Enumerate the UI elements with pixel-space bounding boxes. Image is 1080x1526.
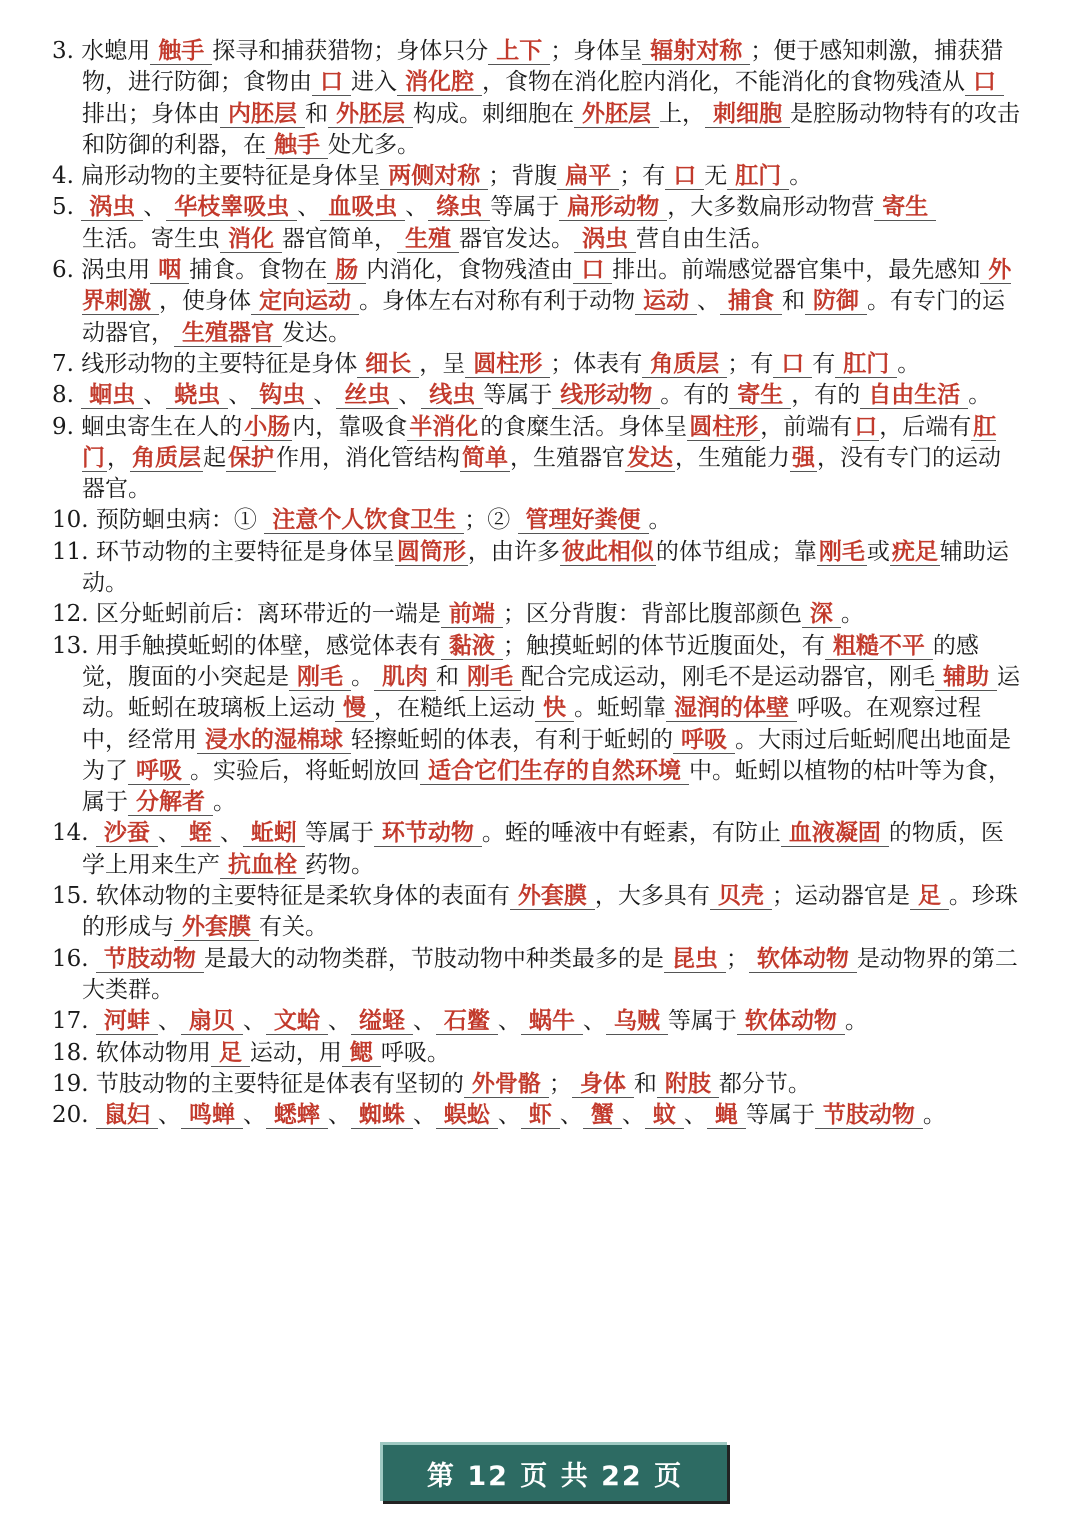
answer-fill: 辐射对称 (642, 38, 750, 65)
question-text: 是最大的动物类群，节肢动物中种类最多的是 (203, 945, 664, 972)
answer-fill: 肛门 (82, 413, 997, 471)
question-text: ， (107, 444, 130, 471)
answer-fill: 线虫 (421, 382, 483, 409)
answer-fill: 外界刺激 (82, 257, 1012, 315)
question-text: 12. 区分蚯蚓前后：离环带近的一端是 (52, 601, 441, 628)
question-text: 有关。 (259, 914, 328, 941)
answer-fill: 节肢动物 (96, 946, 204, 973)
answer-fill: 刚毛 (459, 664, 521, 691)
page-indicator-label: 第 12 页 共 22 页 (426, 1460, 684, 1492)
answer-fill: 扁形动物 (559, 194, 667, 221)
answer-fill: 口 (665, 163, 704, 190)
question-text: 都分节。 (718, 1070, 811, 1097)
question-text: 、 (157, 1008, 181, 1035)
answer-fill: 粗糙不平 (825, 633, 933, 660)
answer-fill: 软体动物 (737, 1008, 845, 1035)
question-text: ； (548, 1070, 572, 1097)
question-item (52, 412, 1020, 506)
question-item (52, 944, 1020, 1007)
question-text: ，由许多 (467, 538, 560, 565)
question-text: 等属于 (483, 382, 553, 409)
answer-fill: 钩虫 (251, 382, 313, 409)
answer-fill: 缢蛏 (351, 1008, 413, 1035)
answer-fill: 触手 (150, 38, 212, 65)
question-text: 发达。 (282, 319, 351, 346)
answer-fill: 触手 (266, 132, 328, 159)
question-text: 排出。前端感觉器官集中，最先感知 (612, 257, 981, 284)
answer-fill: 刚毛 (289, 664, 351, 691)
question-text: 、 (242, 1102, 266, 1129)
question-text: 3. 水螅用 (52, 38, 151, 64)
answer-fill: 内胚层 (220, 101, 305, 128)
question-text: ；区分背腹：背部比腹部颜色 (502, 601, 802, 628)
question-text: 、 (405, 194, 429, 221)
question-text: 16. (52, 945, 96, 972)
question-text: 等属于 (490, 194, 560, 221)
answer-fill: 蝇 (707, 1102, 746, 1129)
question-text: 。身体左右对称有利于动物 (359, 288, 635, 315)
answer-fill: 深 (802, 601, 841, 628)
answer-fill: 乌贼 (606, 1008, 668, 1035)
answer-fill: 足 (910, 883, 949, 910)
question-text: 、 (157, 820, 181, 847)
answer-fill: 咽 (150, 257, 189, 284)
question-text: 等属于 (745, 1102, 815, 1129)
question-text: 构成。刺细胞在 (413, 100, 574, 127)
answer-fill: 口 (573, 257, 612, 284)
answer-fill: 外胚层 (328, 101, 413, 128)
answer-fill: 石鳖 (436, 1008, 498, 1035)
question-text: 和 (305, 100, 328, 127)
question-text: 、 (497, 1008, 521, 1035)
question-text: 和 (782, 288, 805, 315)
answer-fill: 贝壳 (710, 883, 772, 910)
question-text: ；有 (727, 350, 774, 377)
question-text: ，后端有 (879, 413, 972, 440)
answer-fill: 湿润的体壁 (666, 695, 797, 722)
question-item (52, 881, 1020, 944)
question-text: 、 (228, 382, 252, 409)
question-text: 起 (203, 444, 226, 471)
question-text: 有 (812, 350, 836, 377)
question-text: 处尤多。 (328, 131, 420, 158)
answer-fill: 注意个人饮食卫生 (264, 507, 464, 534)
question-text: 。 (840, 601, 864, 628)
question-text: 配合完成运动，刚毛不是运动器官，刚毛 (521, 663, 935, 690)
answer-fill: 寄生 (729, 382, 791, 409)
worksheet-body (52, 36, 1020, 1131)
answer-fill: 扁平 (557, 163, 619, 190)
question-text: 、 (559, 1102, 583, 1129)
answer-fill: 绦虫 (428, 194, 490, 221)
question-text: 辅助运动。 (82, 538, 1009, 597)
question-text: 。 (922, 1102, 946, 1129)
question-item (52, 818, 1020, 881)
question-text: 器官发达。 (459, 225, 574, 252)
question-text: ；触摸蚯蚓的体节近腹面处，有 (502, 632, 825, 659)
question-text: ；便于感知刺激，捕获猎物，进行防御；食物由 (82, 38, 1004, 96)
question-item (52, 599, 1020, 630)
question-text: 、 (683, 1102, 707, 1129)
question-item (52, 1069, 1020, 1100)
question-text: 。实验后，将蚯蚓放回 (190, 757, 420, 784)
answer-fill: 肛门 (835, 351, 897, 378)
question-item (52, 255, 1020, 349)
question-text: 、 (242, 1008, 266, 1035)
question-item (52, 192, 1020, 223)
question-text: 作用，消化管结构 (276, 444, 460, 471)
answer-fill: 刚毛 (818, 538, 865, 565)
question-text: 。 (897, 350, 921, 377)
question-text: ；体表有 (550, 350, 643, 377)
answer-fill: 抗血栓 (220, 852, 305, 879)
question-text: 。 (648, 507, 672, 534)
page-indicator (380, 1442, 727, 1501)
answer-fill: 蛔虫 (81, 382, 143, 409)
answer-fill: 圆柱形 (465, 351, 550, 378)
question-text: ，大多数扁形动物营 (667, 194, 875, 221)
answer-fill: 外套膜 (174, 914, 259, 941)
question-text: 进入 (351, 69, 397, 96)
answer-fill: 沙蚕 (96, 820, 158, 847)
question-text: 8. (52, 382, 82, 409)
answer-fill: 分解者 (128, 789, 213, 816)
answer-fill: 涡虫 (81, 194, 143, 221)
question-text: 等属于 (667, 1008, 737, 1035)
question-text: 、 (398, 382, 422, 409)
question-text: 捕食。食物在 (189, 257, 328, 284)
answer-fill: 肛门 (727, 163, 789, 190)
answer-fill: 身体 (572, 1071, 634, 1098)
question-item (52, 631, 1020, 819)
question-item (52, 1006, 1020, 1037)
question-text: 、 (697, 288, 720, 315)
question-text: 、 (327, 1102, 351, 1129)
answer-fill: 血液凝固 (781, 820, 889, 847)
question-text: ，有的 (791, 382, 861, 409)
question-text: ，呈 (419, 350, 466, 377)
question-text: ，在糙纸上运动 (374, 695, 535, 722)
answer-fill: 小肠 (244, 413, 291, 440)
question-text: 。 (844, 1008, 868, 1035)
answer-fill: 呼吸 (673, 727, 735, 754)
question-text: 7. 线形动物的主要特征是身体 (52, 350, 358, 377)
answer-fill: 软体动物 (749, 946, 857, 973)
question-text: 呼吸。在观察过程中，经常用 (82, 695, 981, 753)
answer-fill: 线形动物 (552, 382, 660, 409)
question-text: 、 (497, 1102, 521, 1129)
question-text: 20. (52, 1102, 96, 1129)
question-text: ，没有专门的运动器官。 (82, 444, 1001, 503)
question-text: 。 (789, 163, 813, 190)
question-text: 生活。寄生虫 (82, 225, 220, 252)
question-text: 轻擦蚯蚓的体表，有利于蚯蚓的 (351, 726, 673, 753)
answer-fill: 口 (854, 413, 878, 440)
question-text: 的感觉，腹面的小突起是 (82, 632, 979, 690)
answer-fill: 蛲虫 (166, 382, 228, 409)
question-text: 19. 节肢动物的主要特征是体表有坚韧的 (52, 1070, 464, 1097)
answer-fill: 定向运动 (251, 288, 359, 315)
answer-fill: 圆柱形 (689, 413, 759, 440)
answer-fill: 血吸虫 (320, 194, 405, 221)
question-text: ，生殖能力 (675, 444, 790, 471)
answer-fill: 自由生活 (860, 382, 968, 409)
answer-fill: 足 (211, 1040, 250, 1067)
answer-fill: 消化腔 (397, 69, 482, 96)
answer-fill: 外胚层 (574, 101, 659, 128)
answer-fill: 角质层 (132, 444, 201, 471)
question-text: 是动物界的第二大类群。 (82, 945, 1018, 1003)
question-text: 5. (52, 194, 82, 221)
question-text: 运动。蚯蚓在玻璃板上运动 (82, 663, 1020, 722)
answer-fill: 鼠妇 (96, 1102, 158, 1129)
question-text: 。蛭的唾液中有蛭素，有防止 (481, 820, 781, 847)
answer-fill: 圆筒形 (396, 538, 466, 565)
question-text: 14. (52, 820, 96, 847)
question-text: ；有 (619, 163, 666, 190)
answer-fill: 蛭 (181, 820, 220, 847)
question-text: 18. 软体动物用 (52, 1039, 211, 1066)
question-text: 。大雨过后蚯蚓爬出地面是为了 (82, 726, 1011, 784)
question-text: 11. 环节动物的主要特征是身体呈 (52, 538, 395, 565)
question-text: 、 (219, 820, 243, 847)
answer-fill: 防御 (805, 288, 867, 315)
question-text: 的物质，医学上用来生产 (82, 820, 1004, 878)
question-text: ；② (464, 507, 518, 534)
question-text: 排出；身体由 (82, 100, 220, 127)
answer-fill: 蜈蚣 (436, 1102, 498, 1129)
question-text: ，前端有 (760, 413, 853, 440)
question-text: 探寻和捕获猎物；身体只分 (212, 38, 489, 64)
question-item (52, 161, 1020, 192)
question-text: 、 (143, 382, 167, 409)
answer-fill: 肠 (327, 257, 366, 284)
question-text: 6. 涡虫用 (52, 257, 151, 284)
question-text: 。蚯蚓靠 (574, 695, 666, 722)
answer-fill: 辅助 (935, 664, 997, 691)
question-item (52, 36, 1020, 161)
question-text: ，大多具有 (594, 883, 710, 910)
answer-fill: 蟹 (583, 1102, 622, 1129)
question-text: 和 (633, 1070, 657, 1097)
question-text: 无 (704, 163, 728, 190)
question-item (52, 224, 1020, 255)
answer-fill: 蟋蟀 (266, 1102, 328, 1129)
question-item (52, 1038, 1020, 1069)
answer-fill: 肌肉 (374, 664, 436, 691)
answer-fill: 蜘蛛 (351, 1102, 413, 1129)
question-text: 、 (412, 1102, 436, 1129)
answer-fill: 寄生 (874, 194, 936, 221)
answer-fill: 附肢 (657, 1071, 719, 1098)
answer-fill: 蜗牛 (521, 1008, 583, 1035)
answer-fill: 蚯蚓 (243, 820, 305, 847)
answer-fill: 华枝睾吸虫 (166, 194, 297, 221)
answer-fill: 半消化 (409, 413, 479, 440)
question-text: 呼吸。 (380, 1039, 450, 1066)
question-text: ；身体呈 (550, 38, 643, 64)
answer-fill: 口 (312, 69, 351, 96)
question-item (52, 1100, 1020, 1131)
answer-fill: 虾 (521, 1102, 560, 1129)
answer-fill: 扇贝 (181, 1008, 243, 1035)
answer-fill: 消化 (220, 226, 282, 253)
question-text: 和 (436, 663, 459, 690)
answer-fill: 疣足 (891, 538, 938, 565)
answer-fill: 快 (535, 695, 574, 722)
question-text: 、 (412, 1008, 436, 1035)
question-text: ，生殖器官 (510, 444, 625, 471)
question-text: 。 (968, 382, 992, 409)
answer-fill: 呼吸 (128, 758, 190, 785)
answer-fill: 鳃 (342, 1040, 381, 1067)
answer-fill: 口 (773, 351, 812, 378)
question-item (52, 349, 1020, 380)
question-text: 或 (866, 538, 890, 565)
answer-fill: 适合它们生存的自然环境 (420, 758, 689, 785)
answer-fill: 节肢动物 (815, 1102, 923, 1129)
question-text: 。 (213, 789, 236, 816)
question-item (52, 537, 1020, 600)
answer-fill: 浸水的湿棉球 (197, 727, 351, 754)
answer-fill: 刺细胞 (705, 101, 790, 128)
answer-fill: 上下 (488, 38, 550, 65)
question-text: 9. 蛔虫寄生在人的 (52, 413, 243, 440)
question-text: 器官简单， (282, 225, 397, 252)
question-text: 、 (327, 1008, 351, 1035)
question-item (52, 380, 1020, 411)
answer-fill: 角质层 (642, 351, 727, 378)
question-text: 运动，用 (249, 1039, 342, 1066)
answer-fill: 细长 (357, 351, 419, 378)
question-text: 、 (621, 1102, 645, 1129)
question-text: 。珍珠的形成与 (82, 883, 1018, 941)
question-text: 13. 用手触摸蚯蚓的体壁，感觉体表有 (52, 632, 441, 659)
answer-fill: 发达 (627, 444, 673, 471)
question-text: 。有专门的运动器官， (82, 288, 1005, 346)
answer-fill: 运动 (635, 288, 697, 315)
answer-fill: 蚊 (645, 1102, 684, 1129)
question-text: ，使身体 (159, 288, 251, 315)
question-text: 药物。 (305, 851, 374, 878)
question-text: 10. 预防蛔虫病：① (52, 507, 265, 534)
answer-fill: 保护 (228, 444, 274, 471)
answer-fill: 文蛤 (266, 1008, 328, 1035)
question-text: 17. (52, 1008, 96, 1035)
answer-fill: 彼此相似 (561, 538, 654, 565)
question-text: ，食物在消化腔内消化，不能消化的食物残渣从 (482, 69, 965, 96)
question-text: 。 (351, 663, 374, 690)
answer-fill: 生殖器官 (174, 320, 282, 347)
question-text: 。有的 (660, 382, 730, 409)
answer-fill: 捕食 (720, 288, 782, 315)
answer-fill: 慢 (335, 695, 374, 722)
question-text: 4. 扁形动物的主要特征是身体呈 (52, 163, 381, 190)
question-text: 营自由生活。 (636, 225, 774, 252)
question-text: 是腔肠动物特有的攻击和防御的利器，在 (82, 100, 1020, 158)
question-text: 、 (157, 1102, 181, 1129)
answer-fill: 简单 (462, 444, 508, 471)
question-text: 、 (582, 1008, 606, 1035)
answer-fill: 强 (792, 444, 815, 471)
answer-fill: 丝虫 (336, 382, 398, 409)
question-text: 上， (659, 100, 705, 127)
answer-fill: 前端 (441, 601, 503, 628)
question-text: ；运动器官是 (771, 883, 910, 910)
answer-fill: 外套膜 (510, 883, 595, 910)
answer-fill: 涡虫 (574, 226, 636, 253)
question-text: 的食糜生活。身体呈 (480, 413, 688, 440)
answer-fill: 黏液 (441, 633, 503, 660)
answer-fill: 管理好粪便 (518, 507, 649, 534)
question-text: ； (725, 945, 749, 972)
question-item (52, 505, 1020, 536)
answer-fill: 河蚌 (96, 1008, 158, 1035)
answer-fill: 两侧对称 (380, 163, 488, 190)
question-text: 、 (143, 194, 167, 221)
answer-fill: 生殖 (397, 226, 459, 253)
question-text: 、 (313, 382, 337, 409)
question-text: 的体节组成；靠 (655, 538, 817, 565)
answer-fill: 外骨骼 (464, 1071, 549, 1098)
question-text: 等属于 (304, 820, 374, 847)
question-text: 15. 软体动物的主要特征是柔软身体的表面有 (52, 883, 510, 910)
answer-fill: 昆虫 (664, 946, 726, 973)
question-text: 内，靠吸食 (292, 413, 408, 440)
question-text: 中。蚯蚓以植物的枯叶等为食，属于 (82, 757, 1011, 816)
question-text: 、 (297, 194, 321, 221)
question-text: 内消化，食物残渣由 (366, 257, 574, 284)
answer-fill: 鸣蝉 (181, 1102, 243, 1129)
answer-fill: 口 (965, 69, 1004, 96)
answer-fill: 环节动物 (374, 820, 482, 847)
question-text: ；背腹 (488, 163, 558, 190)
